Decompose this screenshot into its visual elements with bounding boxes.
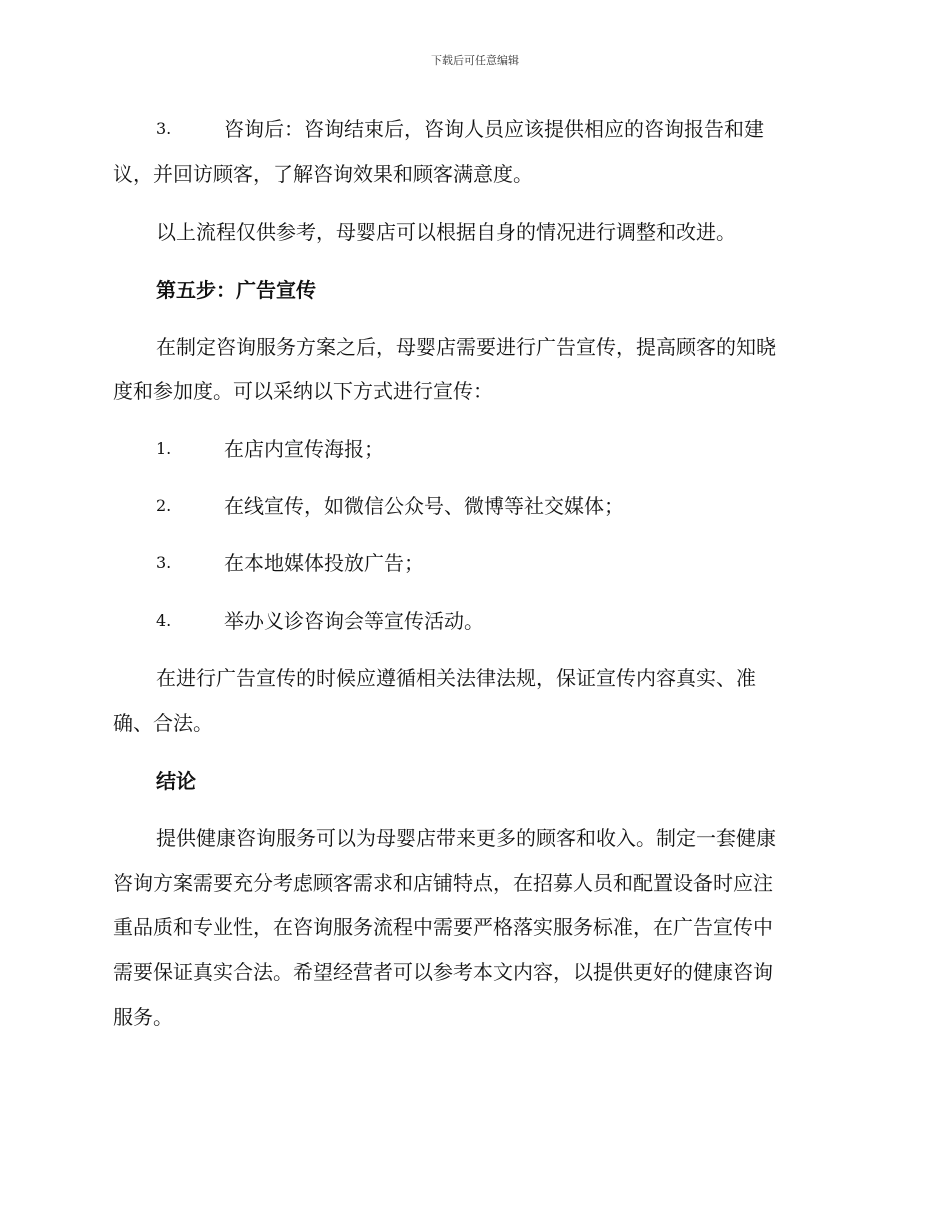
conclusion-line-1: 提供健康咨询服务可以为母婴店带来更多的顾客和收入。制定一套健康 (156, 826, 776, 850)
list-item: 在本地媒体投放广告； (224, 551, 424, 575)
step5-heading: 第五步：广告宣传 (156, 278, 316, 302)
post-consult-line-2: 议，并回访顾客，了解咨询效果和顾客满意度。 (113, 162, 533, 186)
list-number: 1. (156, 439, 172, 458)
list-number: 4. (156, 611, 172, 630)
list-item: 在线宣传，如微信公众号、微博等社交媒体； (224, 494, 624, 518)
step5-intro-line-1: 在制定咨询服务方案之后，母婴店需要进行广告宣传，提高顾客的知晓 (156, 335, 776, 359)
conclusion-line-2: 咨询方案需要充分考虑顾客需求和店铺特点，在招募人员和配置设备时应注 (113, 871, 773, 895)
list-number: 2. (156, 496, 172, 515)
reference-note: 以上流程仅供参考，母婴店可以根据自身的情况进行调整和改进。 (156, 220, 736, 244)
conclusion-line-5: 服务。 (113, 1005, 173, 1029)
list-number: 3. (156, 119, 172, 138)
list-item: 举办义诊咨询会等宣传活动。 (224, 609, 484, 633)
page-header: 下载后可任意编辑 (431, 54, 519, 67)
compliance-line-1: 在进行广告宣传的时候应遵循相关法律法规，保证宣传内容真实、准 (156, 666, 756, 690)
conclusion-heading: 结论 (156, 769, 196, 793)
conclusion-line-3: 重品质和专业性，在咨询服务流程中需要严格落实服务标准，在广告宣传中 (113, 915, 773, 939)
compliance-line-2: 确、合法。 (113, 711, 213, 735)
conclusion-line-4: 需要保证真实合法。希望经营者可以参考本文内容，以提供更好的健康咨询 (113, 960, 773, 984)
list-item: 在店内宣传海报； (224, 437, 384, 461)
list-number: 3. (156, 553, 172, 572)
step5-intro-line-2: 度和参加度。可以采纳以下方式进行宣传： (113, 379, 493, 403)
post-consult-line-1: 咨询后：咨询结束后，咨询人员应该提供相应的咨询报告和建 (224, 117, 764, 141)
